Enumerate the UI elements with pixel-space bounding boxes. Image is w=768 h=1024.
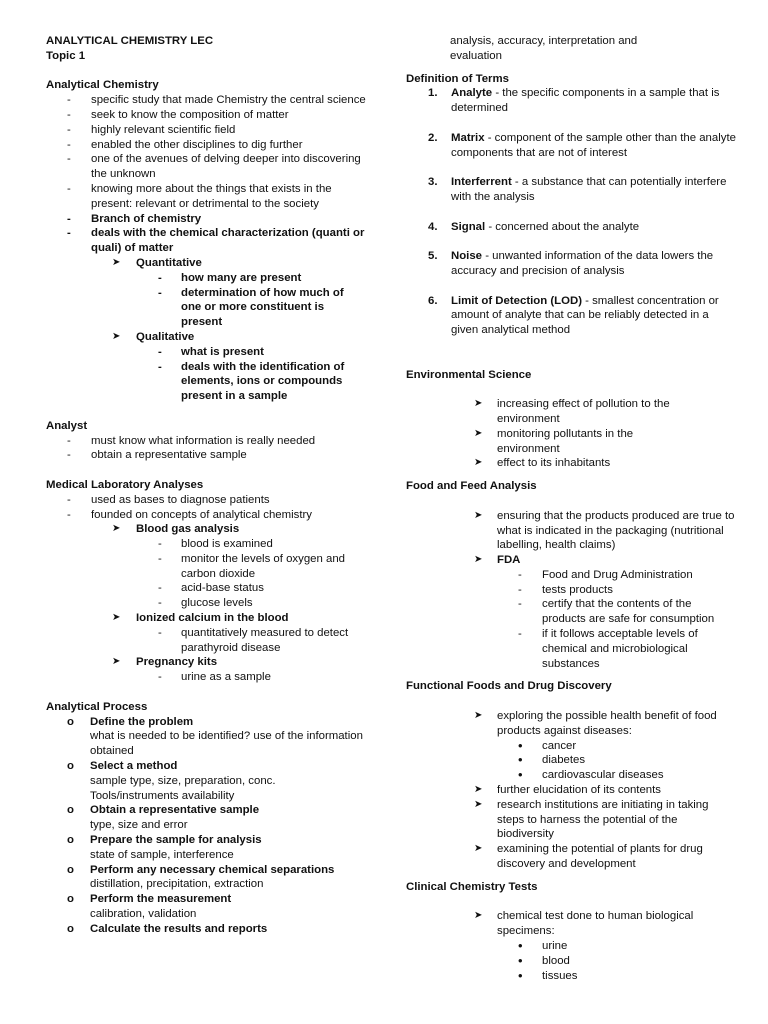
arrow-bullet-icon: ➤ [474,910,483,922]
section-heading-functional-foods: Functional Foods and Drug Discovery [406,680,612,693]
list-item: - Branch of chemistry [67,212,202,225]
list-item: - blood is examined [158,538,273,551]
list-item: • tissues [518,967,578,983]
section-heading-analyst: Analyst [46,419,88,432]
arrow-bullet-icon: ➤ [474,798,483,810]
list-item: • urine [518,938,568,954]
right-column [406,34,736,983]
list-item: ➤ ensuring that the products produced are true to what is indicated in the packaging (nutritional labelling, health claims) [474,509,735,552]
list-item: - monitor the levels of oxygen and carbon dioxide [158,552,345,580]
arrow-bullet-icon: ➤ [474,509,483,521]
sub-heading-quantitative: ➤ Quantitative [112,256,202,269]
list-item: ➤ examining the potential of plants for drug discovery and development [474,843,703,871]
continued-text: analysis, accuracy, interpretation and evaluation [450,35,638,62]
section-heading-food-feed: Food and Feed Analysis [406,480,537,493]
round-bullet-icon: • [518,737,523,753]
process-step: o Calculate the results and reports [67,922,268,935]
list-item: ➤ exploring the possible health benefit of food products against diseases: [474,710,717,737]
list-item: - how many are present [158,271,302,284]
list-item: - used as bases to diagnose patients [67,493,270,506]
list-item: ➤ research institutions are initiating in taking steps to harness the potential of the biodiversity [474,798,709,841]
round-bullet-icon: • [518,767,523,783]
list-item: • cancer [518,737,577,753]
arrow-bullet-icon: ➤ [474,457,483,469]
topic-label: Topic 1 [46,49,86,62]
round-bullet-icon: • [518,952,523,968]
list-item: - must know what information is really needed [67,434,316,447]
list-item: - tests products [518,583,613,596]
process-step-detail: what is needed to be identified? use of the information obtained [90,730,363,758]
list-item: - glucose levels [158,597,253,610]
list-item: - obtain a representative sample [67,449,247,462]
list-item: ➤ increasing effect of pollution to the environment [474,398,670,425]
list-item: - seek to know the composition of matter [67,108,289,121]
list-item: - one of the avenues of delving deeper into discovering the unknown [67,153,361,181]
list-item: - what is present [158,345,264,358]
list-item: - acid-base status [158,582,264,595]
list-item: - Food and Drug Administration [518,568,693,581]
list-item: • blood [518,952,570,968]
process-step: o Perform the measurement [67,893,232,906]
arrow-bullet-icon: ➤ [112,523,121,535]
round-bullet-icon: • [518,938,523,954]
arrow-bullet-icon: ➤ [112,656,121,668]
list-item: - determination of how much of one or more constituent is present [158,286,344,329]
process-step-detail: sample type, size, preparation, conc. Tools/instruments availability [90,774,276,802]
process-step-detail: calibration, validation [90,908,197,921]
sub-heading-pregnancy-kits: ➤ Pregnancy kits [112,656,218,669]
list-item: ➤ monitoring pollutants in the environment [474,427,634,455]
section-heading-analytical-process: Analytical Process [46,700,148,713]
section-heading-medical: Medical Laboratory Analyses [46,478,204,491]
list-item: - if it follows acceptable levels of chemical and microbiological substances [518,628,698,670]
section-heading-definitions: Definition of Terms [406,72,509,85]
process-step-detail: state of sample, interference [90,848,234,861]
arrow-bullet-icon: ➤ [474,843,483,855]
process-step: o Obtain a representative sample [67,804,260,817]
list-item: - quantitatively measured to detect parathyroid disease [158,626,349,654]
list-item: ➤ further elucidation of its contents [474,784,661,797]
process-step: o Perform any necessary chemical separations [67,863,335,876]
round-bullet-icon: • [518,752,523,768]
definition-term: 2. Matrix - component of the sample other than the analyte components that are not of interest [428,131,736,159]
process-step: o Define the problem [67,715,194,728]
list-item: ➤ effect to its inhabitants [474,457,611,470]
definition-term: 1. Analyte - the specific components in a sample that is determined [428,87,720,115]
definition-term: 5. Noise - unwanted information of the data lowers the accuracy and precision of analysis [428,250,714,277]
document-title: ANALYTICAL CHEMISTRY LEC [46,35,214,47]
arrow-bullet-icon: ➤ [474,427,483,439]
definition-term: 6. Limit of Detection (LOD) - smallest concentration or amount of analyte that can be reliably detected in a given analytical method [428,294,719,337]
left-column [46,34,366,937]
process-step-detail: distillation, precipitation, extraction [90,878,264,891]
process-step: o Select a method [67,760,178,773]
arrow-bullet-icon: ➤ [474,710,483,722]
list-item: - deals with the chemical characterization (quanti or quali) of matter [67,227,365,255]
arrow-bullet-icon: ➤ [112,612,121,624]
definition-term: 3. Interferrent - a substance that can potentially interfere with the analysis [428,176,727,203]
arrow-bullet-icon: ➤ [474,554,483,566]
list-item: - specific study that made Chemistry the central science [67,94,366,107]
arrow-bullet-icon: ➤ [474,784,483,796]
list-item: • diabetes [518,752,586,768]
arrow-bullet-icon: ➤ [112,256,121,268]
list-item: - certify that the contents of the products are safe for consumption [518,598,715,626]
section-heading-analytical-chemistry: Analytical Chemistry [46,79,159,92]
sub-heading-fda: ➤ FDA [474,554,521,567]
sub-heading-ionized-calcium: ➤ Ionized calcium in the blood [112,612,289,625]
section-heading-environmental: Environmental Science [406,368,532,381]
arrow-bullet-icon: ➤ [474,398,483,410]
list-item: - deals with the identification of elements, ions or compounds present in a sample [158,360,345,403]
process-step-detail: type, size and error [90,819,188,832]
arrow-bullet-icon: ➤ [112,330,121,342]
sub-heading-qualitative: ➤ Qualitative [112,330,195,343]
section-heading-clinical: Clinical Chemistry Tests [406,880,538,893]
sub-heading-blood-gas: ➤ Blood gas analysis [112,523,240,536]
list-item: - founded on concepts of analytical chemistry [67,508,312,521]
list-item: - enabled the other disciplines to dig further [67,138,303,151]
list-item: - knowing more about the things that exists in the present: relevant or detrimental to the society [67,182,332,210]
list-item: • cardiovascular diseases [518,767,664,783]
process-step: o Prepare the sample for analysis [67,834,262,847]
round-bullet-icon: • [518,967,523,983]
list-item: ➤ chemical test done to human biological specimens: [474,910,694,938]
list-item: - highly relevant scientific field [67,123,236,136]
definition-term: 4. Signal - concerned about the analyte [428,220,640,233]
list-item: - urine as a sample [158,671,271,684]
